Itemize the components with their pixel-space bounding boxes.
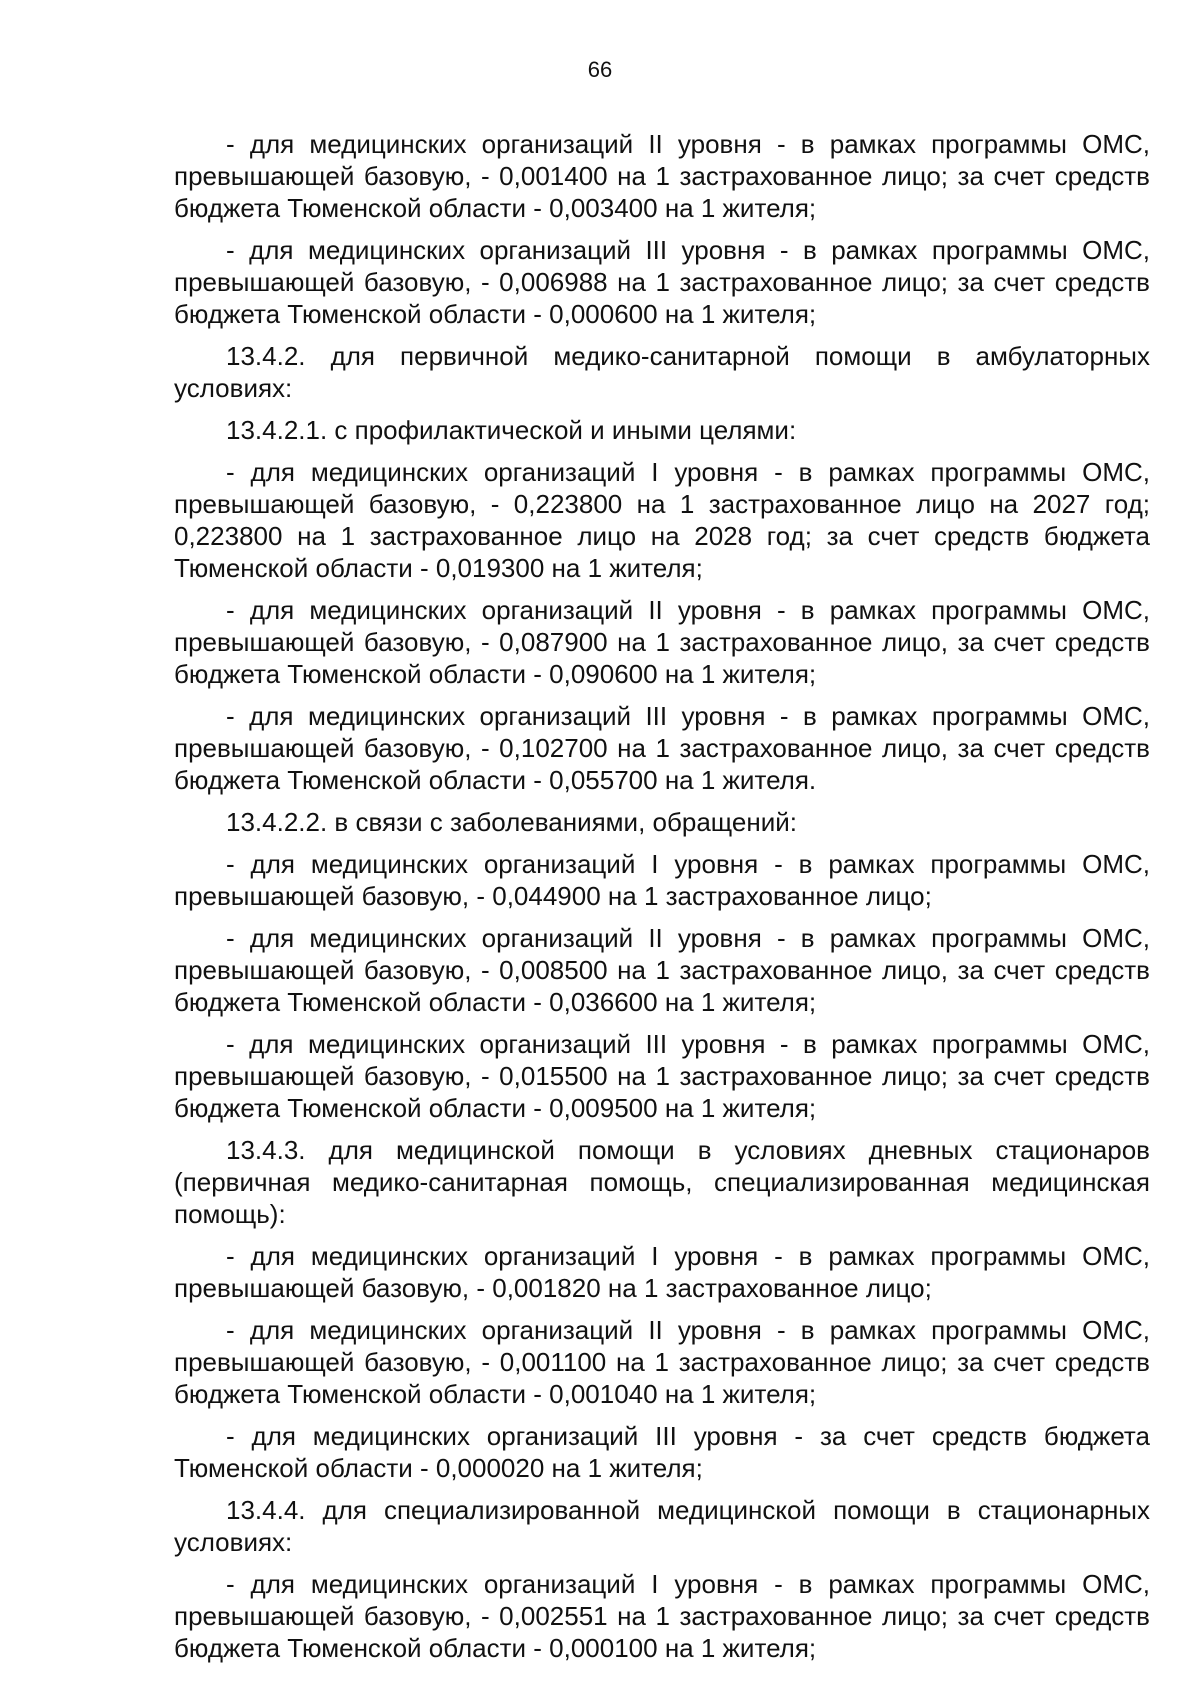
paragraph-level2-a: - для медицинских организаций II уровня - в рамках программы ОМС, превышающей базовую, - 0,001400 на 1 застрахованное лицо; за счет средств бюджета Тюменской области - 0,003400 на 1 жителя; bbox=[174, 129, 1150, 223]
paragraph-level1-b: - для медицинских организаций I уровня - в рамках программы ОМС, превышающей базовую, - 0,223800 на 1 застрахованное лицо на 2027 год; 0,223800 на 1 застрахованное лицо на 2028 год; за счет средств бюджета Тюменской области - 0,019300 на 1 жителя; bbox=[174, 457, 1150, 583]
paragraph-level3-a: - для медицинских организаций III уровня - в рамках программы ОМС, превышающей базовую, - 0,006988 на 1 застрахованное лицо; за счет средств бюджета Тюменской области - 0,000600 на 1 жителя; bbox=[174, 235, 1150, 329]
section-13-4-2-heading: 13.4.2. для первичной медико-санитарной помощи в амбулаторных условиях: bbox=[174, 341, 1150, 403]
paragraph-level1-e: - для медицинских организаций I уровня - в рамках программы ОМС, превышающей базовую, - 0,002551 на 1 застрахованное лицо; за счет средств бюджета Тюменской области - 0,000100 на 1 жителя; bbox=[174, 1569, 1150, 1663]
paragraph-level3-b: - для медицинских организаций III уровня - в рамках программы ОМС, превышающей базовую, - 0,102700 на 1 застрахованное лицо, за счет средств бюджета Тюменской области - 0,055700 на 1 жителя. bbox=[174, 701, 1150, 795]
section-13-4-3-heading: 13.4.3. для медицинской помощи в условиях дневных стационаров (первичная медико-санитарная помощь, специализированная медицинская помощь): bbox=[174, 1135, 1150, 1229]
section-13-4-4-heading: 13.4.4. для специализированной медицинской помощи в стационарных условиях: bbox=[174, 1495, 1150, 1557]
section-13-4-2-1-heading: 13.4.2.1. с профилактической и иными целями: bbox=[226, 415, 797, 445]
paragraph-level3-d: - для медицинских организаций III уровня - за счет средств бюджета Тюменской области - 0,000020 на 1 жителя; bbox=[174, 1421, 1150, 1483]
paragraph-level2-c: - для медицинских организаций II уровня - в рамках программы ОМС, превышающей базовую, - 0,008500 на 1 застрахованное лицо, за счет средств бюджета Тюменской области - 0,036600 на 1 жителя; bbox=[174, 923, 1150, 1017]
paragraph-level3-c: - для медицинских организаций III уровня - в рамках программы ОМС, превышающей базовую, - 0,015500 на 1 застрахованное лицо; за счет средств бюджета Тюменской области - 0,009500 на 1 жителя; bbox=[174, 1029, 1150, 1123]
document-body bbox=[174, 128, 1150, 1674]
paragraph-level1-d: - для медицинских организаций I уровня - в рамках программы ОМС, превышающей базовую, - 0,001820 на 1 застрахованное лицо; bbox=[174, 1241, 1150, 1303]
section-13-4-2-2-heading: 13.4.2.2. в связи с заболеваниями, обращений: bbox=[226, 807, 797, 837]
page-number: 66 bbox=[587, 57, 613, 82]
paragraph-level1-c: - для медицинских организаций I уровня - в рамках программы ОМС, превышающей базовую, - 0,044900 на 1 застрахованное лицо; bbox=[174, 849, 1150, 911]
paragraph-level2-d: - для медицинских организаций II уровня - в рамках программы ОМС, превышающей базовую, - 0,001100 на 1 застрахованное лицо; за счет средств бюджета Тюменской области - 0,001040 на 1 жителя; bbox=[174, 1315, 1150, 1409]
paragraph-level2-b: - для медицинских организаций II уровня - в рамках программы ОМС, превышающей базовую, - 0,087900 на 1 застрахованное лицо, за счет средств бюджета Тюменской области - 0,090600 на 1 жителя; bbox=[174, 595, 1150, 689]
